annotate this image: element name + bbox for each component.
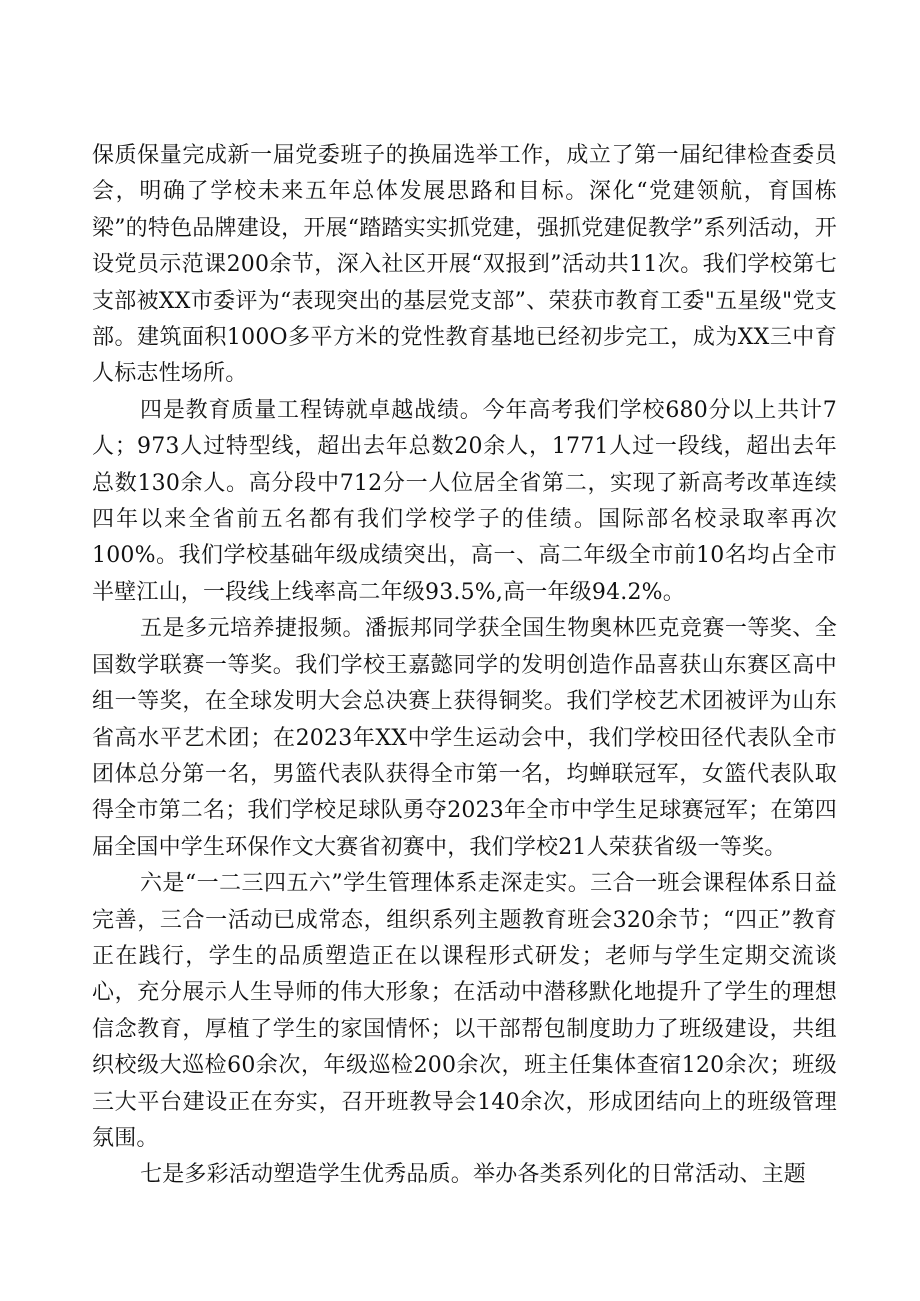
paragraph-student-management: 六是“一二三四五六”学生管理体系走深走实。三合一班会课程体系日益完善，三合一活动已成常态，组织系列主题教育班会320余节；“四正”教育正在践行，学生的品质塑造正在以课程形式研发；老师与学生定期交流谈心，充分展示人生导师的伟大形象；在活动中潜移默化地提升了学生的理想信念教育，厚植了学生的家国情怀；以干部帮包制度助力了班级建设，共组织校级大巡检60余次，年级巡检200余次，班主任集体查宿120余次；班级三大平台建设正在夯实，召开班教导会140余次，形成团结向上的班级管理氛围。 xyxy=(92,871,837,1151)
paragraph-activities: 七是多彩活动塑造学生优秀品质。举办各类系列化的日常活动、主题 xyxy=(140,1162,807,1188)
paragraph-diverse-training: 五是多元培养捷报频。潘振邦同学获全国生物奥林匹克竞赛一等奖、全国数学联赛一等奖。我们学校王嘉懿同学的发明创造作品喜获山东赛区高中组一等奖，在全球发明大会总决赛上获得铜奖。我们学校艺术团被评为山东省高水平艺术团；在2023年XX中学生运动会中，我们学校田径代表队全市团体总分第一名，男篮代表队获得全市第一名，均蝉联冠军，女篮代表队取得全市第二名；我们学校足球队勇夺2023年全市中学生足球赛冠军；在第四届全国中学生环保作文大赛省初赛中，我们学校21人荣获省级一等奖。 xyxy=(92,616,837,860)
document-body xyxy=(92,138,837,1194)
paragraph-education-quality: 四是教育质量工程铸就卓越战绩。今年高考我们学校680分以上共计7人；973人过特型线，超出去年总数20余人，1771人过一段线，超出去年总数130余人。高分段中712分一人位居全省第二，实现了新高考改革连续四年以来全省前五名都有我们学校学子的佳绩。国际部名校录取率再次100%。我们学校基础年级成绩突出，高一、高二年级全市前10名均占全市半壁江山，一段线上线率高二年级93.5%,高一年级94.2%。 xyxy=(92,397,837,605)
paragraph-party-building-continued: 保质保量完成新一届党委班子的换届选举工作，成立了第一届纪律检查委员会，明确了学校未来五年总体发展思路和目标。深化“党建领航，育国栋梁”的特色品牌建设，开展“踏踏实实抓党建，强抓党建促教学”系列活动，开设党员示范课200余节，深入社区开展“双报到”活动共11次。我们学校第七支部被XX市委评为“表现突出的基层党支部”、荣获市教育工委"五星级"党支部。建筑面积100O多平方米的党性教育基地已经初步完工，成为XX三中育人标志性场所。 xyxy=(92,143,837,387)
